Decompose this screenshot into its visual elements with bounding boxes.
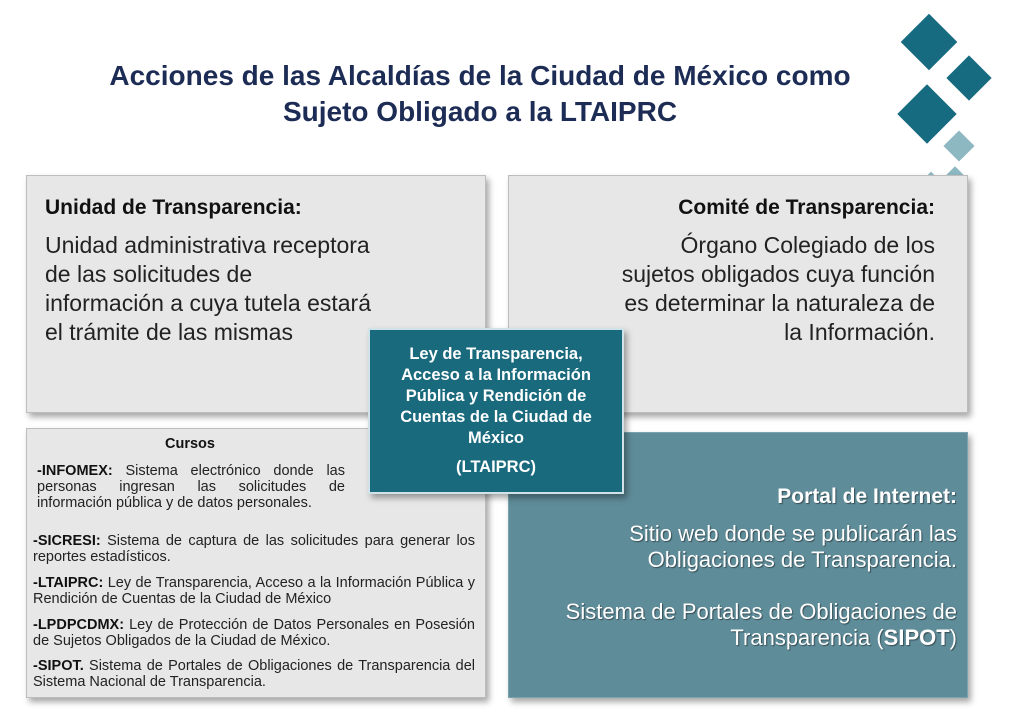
page-title [60, 58, 900, 130]
comite-description: Órgano Colegiado de los sujetos obligados cuya función es determinar la naturaleza de la Información. [621, 232, 935, 345]
ley-center-box [368, 328, 624, 494]
curso-item-sicresi [33, 533, 475, 565]
portal-description: Sitio web donde se publicarán las Obligaciones de Transparencia. [629, 521, 957, 572]
decorative-diamond [946, 55, 991, 100]
portal-sipot-abbr: SIPOT [883, 625, 950, 650]
curso-term: -SIPOT. [33, 658, 84, 674]
law-abbreviation: (LTAIPRC) [455, 458, 537, 476]
curso-text: Sistema de Portales de Obligaciones de Transparencia del Sistema Nacional de Transparencia. [33, 658, 475, 690]
unidad-description: Unidad administrativa receptora de las solicitudes de información a cuya tutela estará el trámite de las mismas [45, 232, 372, 345]
decorative-diamond [943, 130, 974, 161]
curso-term: -INFOMEX: [37, 463, 113, 479]
cursos-title: Cursos [165, 436, 215, 452]
curso-term: -SICRESI: [33, 533, 101, 549]
curso-item-lpdpcdmx [33, 617, 475, 649]
curso-text: Ley de Protección de Datos Personales en Posesión de Sujetos Obligados de la Ciudad de México. [33, 617, 475, 649]
portal-heading: Portal de Internet: [777, 485, 957, 508]
curso-term: -LTAIPRC: [33, 575, 104, 591]
portal-sipot-prefix: Sistema de Portales de Obligaciones de Transparencia ( [565, 599, 957, 650]
title-line-2: Sujeto Obligado a la LTAIPRC [282, 96, 678, 127]
curso-text: Sistema electrónico donde las personas ingresan las solicitudes de información pública y de datos personales. [37, 463, 345, 511]
curso-item-infomex [37, 463, 345, 511]
curso-term: -LPDPCDMX: [33, 617, 125, 633]
portal-sipot-suffix: ) [949, 625, 957, 650]
curso-item-ltaiprc [33, 575, 475, 607]
curso-item-sipot [33, 658, 475, 690]
portal-sipot-description [517, 599, 957, 651]
curso-text: Ley de Transparencia, Acceso a la Información Pública y Rendición de Cuentas de la Ciudad de México [33, 575, 475, 607]
title-line-1: Acciones de las Alcaldías de la Ciudad de México como [109, 60, 851, 91]
curso-text: Sistema de captura de las solicitudes para generar los reportes estadísticos. [33, 533, 475, 565]
unidad-heading: Unidad de Transparencia: [45, 196, 302, 219]
law-name: Ley de Transparencia, Acceso a la Información Pública y Rendición de Cuentas de la Ciudad de México [400, 345, 592, 447]
decorative-diamond [901, 14, 958, 71]
comite-heading: Comité de Transparencia: [678, 196, 935, 219]
decorative-diamond [897, 84, 956, 143]
